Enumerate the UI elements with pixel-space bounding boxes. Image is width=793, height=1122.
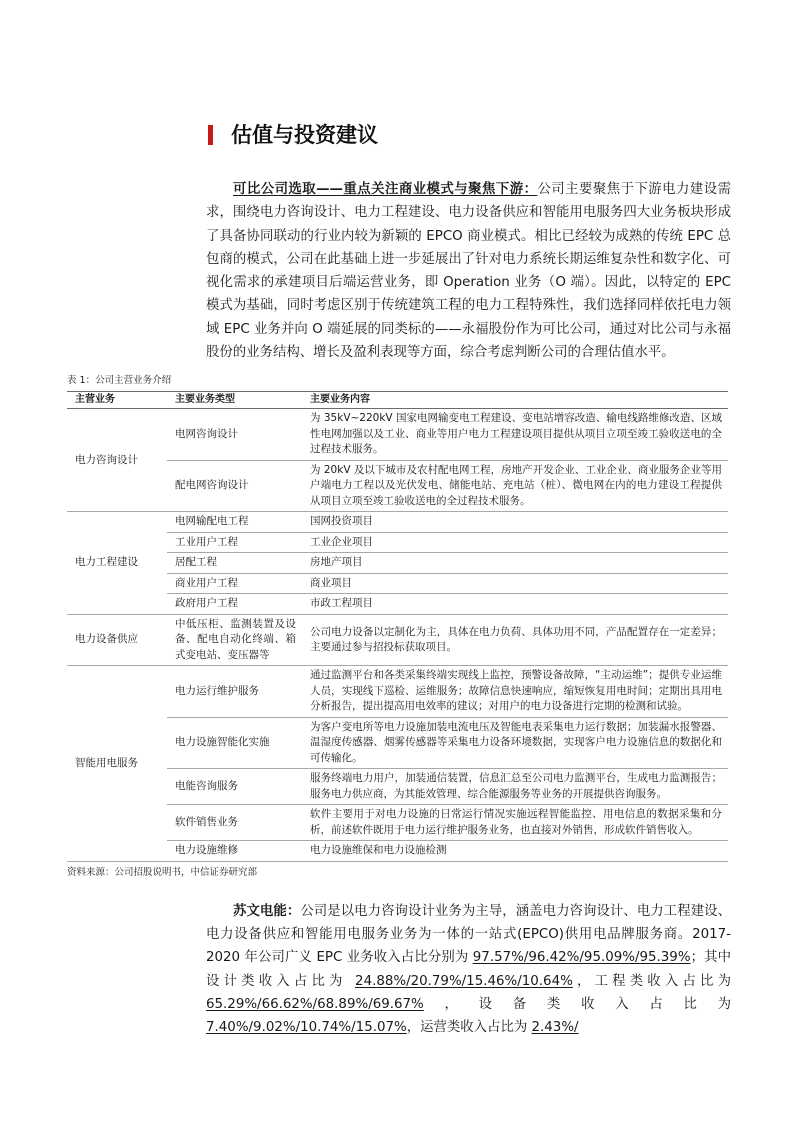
business-type-cell: 电力设施智能化实施 <box>167 717 302 769</box>
comparable-selection-paragraph <box>206 178 731 364</box>
company-name-lead: 苏文电能： <box>233 903 301 919</box>
business-content-cell: 市政工程项目 <box>302 594 728 615</box>
table-row <box>67 666 728 718</box>
company-overview-paragraph <box>206 900 731 1040</box>
section-heading <box>208 122 793 148</box>
business-content-cell: 房地产项目 <box>302 553 728 574</box>
table-row <box>67 532 728 553</box>
comparable-selection-lead: 可比公司选取——重点关注商业模式与聚焦下游： <box>233 182 538 197</box>
section-title-text: 估值与投资建议 <box>231 123 378 147</box>
header-business-content: 主要业务内容 <box>302 392 728 409</box>
engineering-revenue-share: 65.29%/66.62%/68.89%/69.67% <box>206 997 424 1013</box>
business-type-cell: 电网输配电工程 <box>167 512 302 533</box>
segment-cell: 智能用电服务 <box>67 666 167 862</box>
business-type-cell: 工业用户工程 <box>167 532 302 553</box>
business-type-cell: 软件销售业务 <box>167 805 302 841</box>
company-overview-text: ，运营类收入占比为 <box>406 1020 532 1036</box>
table-row <box>67 512 728 533</box>
company-overview-text: ，工程类收入占比为 <box>572 973 731 989</box>
heading-accent-bar <box>208 125 213 145</box>
business-content-cell: 公司电力设备以定制化为主，具体在电力负荷、具体功用不同，产品配置存在一定差异；主要通过参与招投标获取项目。 <box>302 614 728 666</box>
table-row <box>67 460 728 512</box>
business-type-cell: 政府用户工程 <box>167 594 302 615</box>
company-overview-text: 公司是以电力咨询设计业务为主导，涵盖电力咨询设计、电力工程建设、电力设备供应和智能用电服务业务为一体的一站式(EPCO)供用电品牌服务商。2017-2020 年公司广义 EPC 业务收入占比分别为 <box>206 903 732 966</box>
segment-cell: 电力设备供应 <box>67 614 167 666</box>
business-type-cell: 电网咨询设计 <box>167 409 302 461</box>
table-row <box>67 409 728 461</box>
business-content-cell: 国网投资项目 <box>302 512 728 533</box>
design-revenue-share: 24.88%/20.79%/15.46%/10.64% <box>355 973 573 989</box>
business-content-cell: 软件主要用于对电力设施的日常运行情况实施远程智能监控、用电信息的数据采集和分析，前述软件既用于电力运行维护服务业务，也直接对外销售，形成软件销售收入。 <box>302 805 728 841</box>
comparable-selection-body: 公司主要聚焦于下游电力建设需求，围绕电力咨询设计、电力工程建设、电力设备供应和智能用电服务四大业务板块形成了具备协同联动的行业内较为新颖的 EPCO 商业模式。相比已经较为成熟的传统 EPC 总包商的模式，公司在此基础上进一步延展出了针对电力系统长期运维复杂性和数字化、可视化需求的承建项目后端运营业务，即 Operation 业务（O 端）。因此，以特定的 EPC 模式为基础，同时考虑区别于传统建筑工程的电力工程特殊性，我们选择同样依托电力领域 EPC 业务并向 O 端延展的同类标的——永福股份作为可比公司，通过对比公司与永福股份的业务结构、增长及盈利表现等方面，综合考虑判断公司的合理估值水平。 <box>206 182 731 361</box>
table-row <box>67 594 728 615</box>
business-type-cell: 电力运行维护服务 <box>167 666 302 718</box>
table-row <box>67 573 728 594</box>
business-type-cell: 电力设施维修 <box>167 841 302 862</box>
business-type-cell: 中低压柜、监测装置及设备、配电自动化终端、箱式变电站、变压器等 <box>167 614 302 666</box>
table-row <box>67 769 728 805</box>
table-row <box>67 841 728 862</box>
business-content-cell: 为客户变电所等电力设施加装电流电压及智能电表采集电力运行数据；加装漏水报警器、温湿度传感器、烟雾传感器等采集电力设备环境数据，实现客户电力设施信息的数据化和可传输化。 <box>302 717 728 769</box>
business-content-cell: 电力设施维保和电力设施检测 <box>302 841 728 862</box>
table-caption: 表 1：公司主营业务介绍 <box>67 375 172 387</box>
business-content-cell: 为 20kV 及以下城市及农村配电网工程，房地产开发企业、工业企业、商业服务企业等用户端电力工程以及光伏发电、储能电站、充电站（桩）、微电网在内的电力建设工程提供从项目立项至竣工验收送电的全过程技术服务。 <box>302 460 728 512</box>
business-table <box>67 391 728 862</box>
equipment-revenue-share: 7.40%/9.02%/10.74%/15.07% <box>206 1020 407 1036</box>
table-row <box>67 553 728 574</box>
company-overview-text: ，设备类收入占比为 <box>423 997 731 1013</box>
business-content-cell: 商业项目 <box>302 573 728 594</box>
table-header-row <box>67 392 728 409</box>
business-type-cell: 配电网咨询设计 <box>167 460 302 512</box>
epc-revenue-share: 97.57%/96.42%/95.09%/95.39% <box>472 950 691 966</box>
header-business-type: 主要业务类型 <box>167 392 302 409</box>
table-row <box>67 717 728 769</box>
table-row <box>67 805 728 841</box>
table-source-note: 资料来源：公司招股说明书，中信证券研究部 <box>67 866 258 878</box>
business-type-cell: 居配工程 <box>167 553 302 574</box>
business-content-cell: 工业企业项目 <box>302 532 728 553</box>
business-content-cell: 通过监测平台和各类采集终端实现线上监控，预警设备故障，“主动运维”；提供专业运维人员，实现线下巡检、运维服务；故障信息快速响应，缩短恢复用电时间；定期出具用电分析报告，提出提高用电效率的建议；对用户的电力设备进行定期的检测和试验。 <box>302 666 728 718</box>
table-row <box>67 614 728 666</box>
header-segment: 主营业务 <box>67 392 167 409</box>
business-content-cell: 为 35kV~220kV 国家电网输变电工程建设、变电站增容改造、输电线路维修改造、区域性电网加强以及工业、商业等用户电力工程建设项目提供从项目立项至竣工验收送电的全过程技术服务。 <box>302 409 728 461</box>
business-content-cell: 服务终端电力用户，加装通信装置，信息汇总至公司电力监测平台，生成电力监测报告；服务电力供应商，为其能效管理、综合能源服务等业务的开展提供咨询服务。 <box>302 769 728 805</box>
business-type-cell: 电能咨询服务 <box>167 769 302 805</box>
business-type-cell: 商业用户工程 <box>167 573 302 594</box>
company-overview-text: ；其中设计类收入占比为 <box>206 950 731 989</box>
segment-cell: 电力咨询设计 <box>67 409 167 512</box>
segment-cell: 电力工程建设 <box>67 512 167 615</box>
operation-revenue-share: 2.43%/ <box>531 1020 579 1036</box>
